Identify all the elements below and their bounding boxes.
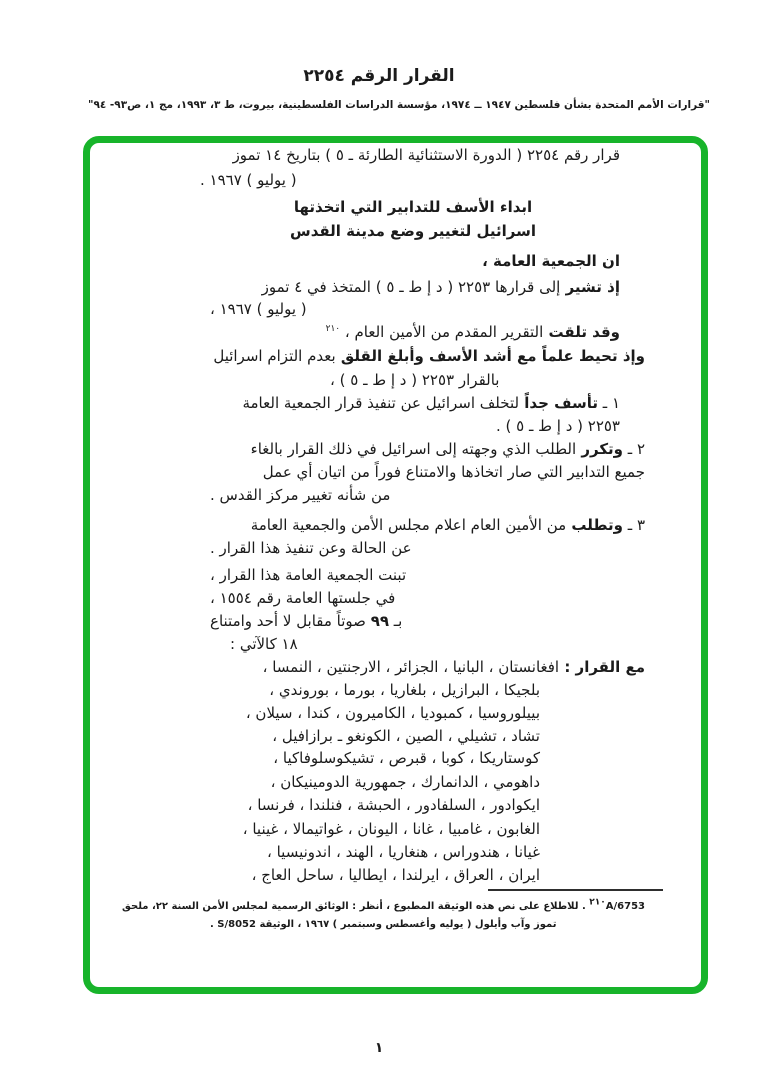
doc-line [115,633,645,656]
vote-list-line [115,864,645,887]
line-bold: وتكرر [576,440,623,458]
line-text: بييلوروسيا ، كمبوديا ، الكاميرون ، كندا ، سيلان ، [245,704,540,722]
line-text: الغابون ، غامبيا ، غانا ، اليونان ، غواتيمالا ، غينيا ، [242,820,540,838]
line-bold: إذ تشير [560,278,620,296]
line-text: كوستاريكا ، كوبا ، قبرص ، تشيكوسلوفاكيا ، [273,749,540,767]
line-bold: ٩٩ [370,612,389,630]
vote-list-line [115,747,645,770]
doc-line [115,537,645,560]
doc-line [115,298,645,321]
doc-line [115,610,645,633]
doc-line [115,514,645,537]
line-text: صوتاً مقابل لا أحد وامتناع [210,612,371,630]
line-text: من شأنه تغيير مركز القدس . [210,486,391,504]
doc-subject-line [115,196,645,219]
line-text: بلجيكا ، البرازيل ، بلغاريا ، بورما ، بوروندي ، [269,681,540,699]
line-bold: وإذ تحيط علماً مع أشد الأسف وأبلغ القلق [335,347,645,365]
line-text: قرار رقم ٢٢٥٤ ( الدورة الاستثنائية الطارئة ـ ٥ ) بتاريخ ١٤ تموز [232,146,620,164]
line-text: إلى قرارها ٢٢٥٣ ( د إ ط ـ ٥ ) المتخذ في ٤ تموز [261,278,561,296]
line-text: تبنت الجمعية العامة هذا القرار ، [210,566,407,584]
line-text: ( يوليو ) ١٩٦٧ . [200,171,297,189]
vote-list-line [115,794,645,817]
vote-list-line [115,656,645,679]
line-text: تشاد ، تشيلي ، الصين ، الكونغو ـ برازافيل ، [272,727,540,745]
line-bold: وقد تلقت [543,323,620,341]
line-text: ( يوليو ) ١٩٦٧ ، [210,300,307,318]
line-text: الطلب الذي وجهته إلى اسرائيل في ذلك القرار بالغاء [250,440,577,458]
doc-line [115,415,645,438]
vote-list-label: مع القرار : [559,658,645,676]
line-text: عن الحالة وعن تنفيذ هذا القرار . [210,539,412,557]
line-bold: وتطلب [566,516,623,534]
footnote-divider [488,889,663,891]
footnote-text: A/6753 . للاطلاع على نص هذه الوثيقة المطبوع ، أنظر : الوثائق الرسمية لمجلس الأمن السنة ٢٢، ملحق [121,901,645,912]
vote-list-line [115,702,645,725]
line-text: التقرير المقدم من الأمين العام ، [340,323,544,341]
footnote-line [115,899,645,914]
doc-subject-line [115,220,645,243]
resolution-title: القرار الرقم ٢٢٥٤ [303,66,455,86]
line-text: اسرائيل لتغيير وضع مدينة القدس [290,222,536,240]
doc-line [115,345,645,368]
doc-line [115,438,645,461]
line-pre: ٣ ـ [623,516,645,534]
vote-list-line [115,679,645,702]
line-text: بعدم التزام اسرائيل [213,347,336,365]
line-text: ايكوادور ، السلفادور ، الحبشة ، فنلندا ، فرنسا ، [247,796,540,814]
line-pre: ١ ـ [598,394,620,412]
doc-line [115,144,645,167]
line-text: افغانستان ، البانيا ، الجزائر ، الارجنتين ، النمسا ، [262,658,560,676]
doc-line [115,564,645,587]
line-text: ٢٢٥٣ ( د إ ط ـ ٥ ) . [495,417,620,435]
line-text: لتخلف اسرائيل عن تنفيذ قرار الجمعية العامة [242,394,520,412]
line-text: غيانا ، هندوراس ، هنغاريا ، الهند ، اندونيسيا ، [266,843,540,861]
vote-list-line [115,841,645,864]
line-pre: بـ [389,612,403,630]
line-text: في جلستها العامة رقم ١٥٥٤ ، [210,589,396,607]
doc-line [115,369,645,392]
doc-line [115,321,645,344]
footnote-line [115,917,645,932]
line-text: داهومي ، الدانمارك ، جمهورية الدومينيكان ، [270,773,540,791]
vote-list-line [115,818,645,841]
line-text: جميع التدابير التي صار اتخاذها والامتناع فوراً من اتيان أي عمل [262,463,645,481]
line-text: ايران ، العراق ، ايرلندا ، ايطاليا ، ساحل العاج ، [251,866,540,884]
vote-list-line [115,771,645,794]
footnote-number: ٢١٠ [589,897,606,908]
doc-line [115,587,645,610]
doc-line [115,461,645,484]
line-pre: ٢ ـ [623,440,645,458]
page-number: ١ [374,1040,384,1056]
line-bold: تأسف جداً [519,394,598,412]
footnote-text: تموز وآب وأيلول ( يوليه وأغسطس وسبتمبر ) ١٩٦٧ ، الوثيقة S/8052 . [210,919,557,930]
vote-list-line [115,725,645,748]
line-text: من الأمين العام اعلام مجلس الأمن والجمعية العامة [250,516,567,534]
footnote-ref-marker: ٢١٠ [325,324,341,334]
line-text: ان الجمعية العامة ، [482,252,620,270]
book-citation: "قرارات الأمم المتحدة بشأن فلسطين ١٩٤٧ ــ ١٩٧٤، مؤسسة الدراسات الفلسطينية، بيروت، ط ٣، ١٩٩٣، مج ١، ص٩٣- ٩٤" [87,99,711,111]
doc-line [115,250,645,273]
line-text: ابداء الأسف للتدابير التي اتخذتها [293,198,533,216]
doc-line [115,169,645,192]
line-text: بالقرار ٢٢٥٣ ( د إ ط ـ ٥ ) ، [330,371,500,389]
line-text: ١٨ كالآتي : [230,635,298,653]
doc-line [115,484,645,507]
doc-line [115,392,645,415]
doc-line [115,276,645,299]
